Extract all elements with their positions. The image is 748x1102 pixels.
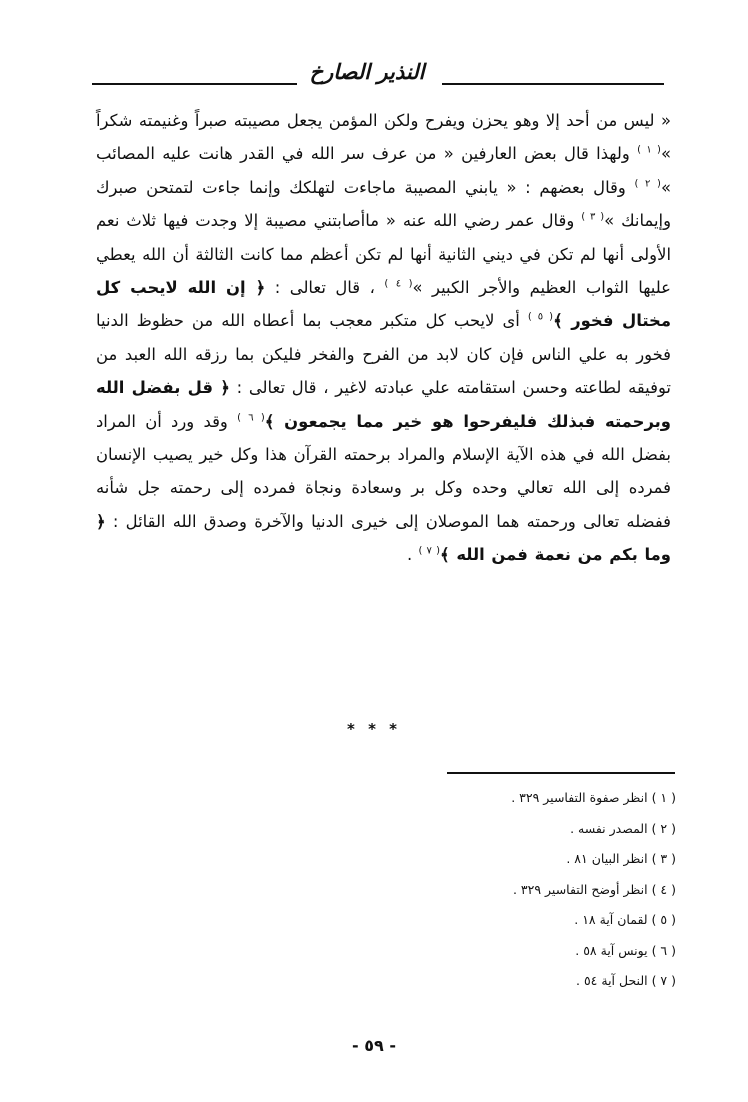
footnote-rule (447, 772, 675, 774)
text-segment: ولهذا قال بعض العارفين « من عرف سر الله في القدر هانت عليه المصائب » (96, 144, 671, 197)
text-segment: ، قال تعالى : (265, 278, 385, 298)
section-separator: * * * (347, 720, 401, 738)
footnote-ref: ( ٣ ) (581, 211, 605, 223)
footnote-ref: ( ٧ ) (418, 545, 441, 557)
text-segment: . (407, 545, 419, 565)
header-title: النذير الصارخ (309, 60, 425, 84)
text-segment: أى لايحب كل متكبر معجب بما أعطاه الله من حظوظ الدنيا فخور به علي الناس فإن كان لابد من الفرح والفخر فليكن بما رزقه الله العبد من توفيقه لطاعته وحسن استقامته علي عبادته لاغير ، قال تعالى : (96, 311, 671, 398)
footnote-item: ( ٧ ) النحل آية ٥٤ . (576, 973, 676, 988)
body-paragraph (96, 104, 671, 572)
body-text (96, 104, 671, 572)
footnote-ref: ( ١ ) (637, 144, 661, 156)
footnote-item: ( ١ ) انظر صفوة التفاسير ٣٢٩ . (511, 790, 676, 805)
text-segment: وقد ورد أن المراد بفضل الله في هذه الآية الإسلام والمراد برحمته القرآن هذا وكل خير يصيب الإنسان فمرده إلى الله تعالي وحده وكل بر وسعادة ونجاة فمرده إلى رحمته جل شأنه ففضله تعالى ورحمته هما الموصلان إلى خيرى الدنيا والآخرة وصدق الله القائل : (96, 411, 671, 531)
quran-verse: ﴿ قل بفضل الله وبرحمته فبذلك فليفرحوا هو خير مما يجمعون ﴾ (96, 378, 671, 431)
text-segment: وقال عمر رضي الله عنه « ماأصابتني مصيبة إلا وجدت فيها ثلاث نعم الأولى أنها لم تكن في ديني الثانية أنها لم تكن أعظم مما كانت الثالثة أن الله يعطي عليها الثواب العظيم والأجر الكبير » (96, 211, 671, 298)
footnote-ref: ( ٤ ) (384, 278, 413, 290)
running-header (92, 58, 664, 94)
footnote-item: ( ٥ ) لقمان آية ١٨ . (574, 912, 676, 927)
footnote-item: ( ٣ ) انظر البيان ٨١ . (566, 851, 676, 866)
header-rule-left (92, 83, 297, 85)
footnote-ref: ( ٥ ) (527, 311, 554, 323)
footnotes (376, 788, 676, 1002)
footnote-ref: ( ٢ ) (634, 178, 661, 190)
footnote-item: ( ٢ ) المصدر نفسه . (570, 820, 676, 836)
footnote-item: ( ٦ ) يونس آية ٥٨ . (575, 942, 676, 958)
quran-verse: ﴿ إن الله لايحب كل مختال فخور ﴾ (96, 278, 671, 331)
quran-verse: ﴿ وما بكم من نعمة فمن الله ﴾ (96, 511, 671, 565)
page-number: - ٥٩ - (352, 1036, 396, 1055)
footnote-ref: ( ٦ ) (237, 412, 265, 424)
text-segment: وقال بعضهم : « يابني المصيبة ماجاءت لتهلكك وإنما جاءت لتمتحن صبرك وإيمانك » (96, 177, 671, 231)
quote-sentence: « ليس من أحد إلا وهو يحزن ويفرح ولكن المؤمن يجعل مصيبته صبراً وغنيمته شكراً » (96, 111, 671, 164)
footnote-item: ( ٤ ) انظر أوضح التفاسير ٣٢٩ . (512, 881, 676, 897)
header-rule-right (442, 83, 664, 85)
